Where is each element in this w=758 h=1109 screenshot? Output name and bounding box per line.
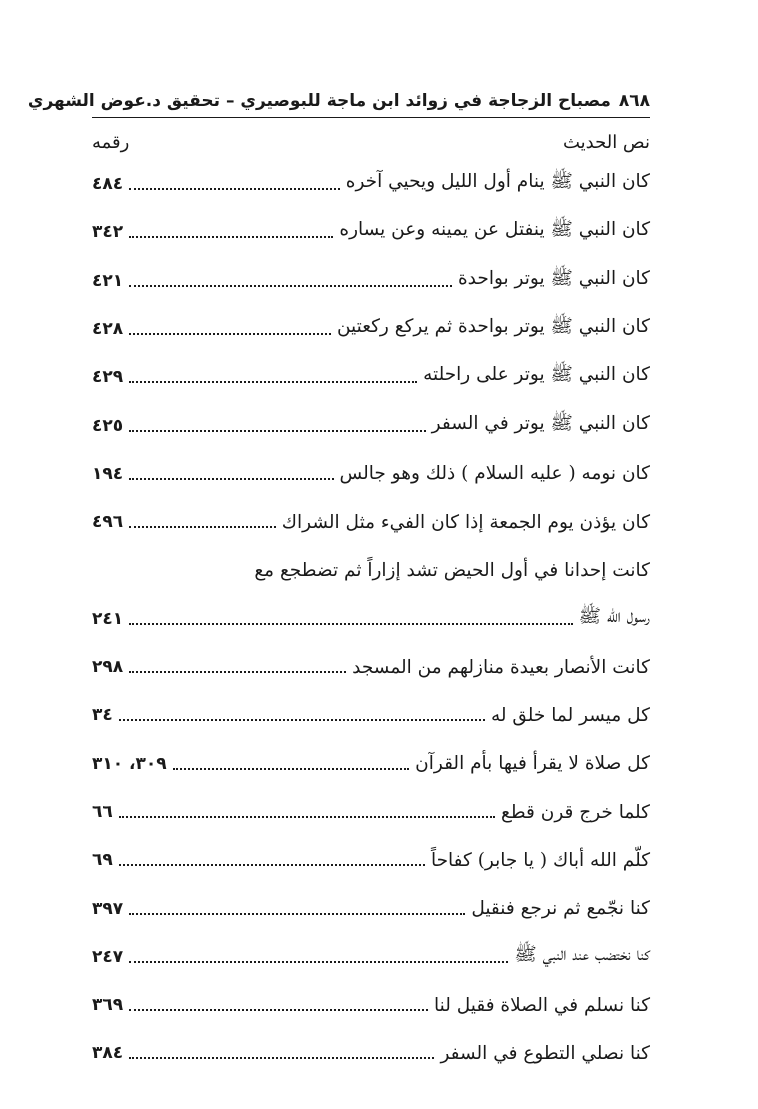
entry-number: ٦٩ — [92, 850, 113, 871]
dot-leader — [129, 656, 346, 678]
entry-text: كل ميسر لما خلق له — [490, 704, 650, 726]
entry-text: كان يؤذن يوم الجمعة إذا كان الفيء مثل الشراك — [281, 511, 650, 533]
entry-number: ٢٤٧ — [92, 946, 124, 967]
entry-number: ٦٦ — [92, 802, 113, 822]
entry-text: كان النبي ﷺ يوتر على راحلته — [423, 364, 650, 386]
dot-leader — [129, 221, 333, 243]
index-entry — [92, 208, 650, 256]
entry-text: كان النبي ﷺ يوتر بواحدة ثم يركع ركعتين — [336, 316, 650, 338]
index-entry — [92, 884, 650, 932]
entry-text: كانت إحدانا في أول الحيض تشد إزاراً ثم تضطجع مع — [254, 560, 650, 582]
hadith-number-heading: رقمه — [92, 132, 130, 153]
index-entry — [92, 1029, 650, 1077]
dot-leader — [129, 511, 276, 533]
dot-leader — [129, 415, 426, 437]
index-entry — [92, 691, 650, 739]
entry-number: ٤٩٦ — [92, 512, 124, 533]
header-rule — [92, 117, 650, 118]
index-entry — [92, 643, 650, 691]
entry-text: كنا نسلم في الصلاة فقيل لنا — [434, 994, 650, 1016]
entry-number: ٣٩٧ — [92, 898, 124, 919]
dot-leader — [119, 849, 425, 871]
index-entry — [92, 305, 650, 353]
dot-leader — [129, 366, 417, 388]
dot-leader — [129, 270, 452, 292]
entry-text: كلما خرج قرن قطع — [501, 801, 650, 823]
entry-number: ٤٢١ — [92, 270, 124, 291]
index-entry — [92, 160, 650, 208]
index-entry-first-line — [92, 546, 650, 594]
entry-text: كان النبي ﷺ يوتر في السفر — [431, 412, 650, 434]
index-entry — [92, 788, 650, 836]
index-entry — [92, 498, 650, 546]
entry-number: ٣٠٩، ٣١٠ — [92, 753, 167, 774]
entry-number: ٣٤ — [92, 705, 113, 726]
index-entry — [92, 595, 650, 643]
dot-leader — [173, 753, 409, 775]
index-entry — [92, 450, 650, 498]
dot-leader — [129, 463, 333, 485]
index-entries — [92, 160, 650, 1078]
entry-text: كان نومه ( عليه السلام ) ذلك وهو جالس — [339, 463, 650, 485]
entry-text: كان النبي ﷺ يوتر بواحدة — [457, 267, 650, 289]
entry-text: كان النبي ﷺ ينفتل عن يمينه وعن يساره — [339, 219, 650, 241]
index-entry — [92, 933, 650, 981]
entry-text: كان النبي ﷺ ينام أول الليل ويحيي آخره — [345, 171, 650, 193]
entry-number: ٤٢٩ — [92, 367, 124, 388]
dot-leader — [119, 704, 485, 726]
dot-leader — [129, 946, 508, 968]
index-entry — [92, 740, 650, 788]
index-entry — [92, 353, 650, 401]
dot-leader — [129, 1042, 434, 1064]
hadith-text-heading: نص الحديث — [562, 132, 650, 153]
index-entry — [92, 257, 650, 305]
dot-leader — [129, 608, 573, 630]
dot-leader — [129, 994, 428, 1016]
entry-text: كل صلاة لا يقرأ فيها بأم القرآن — [415, 753, 650, 775]
index-entry — [92, 981, 650, 1029]
dot-leader — [129, 898, 465, 920]
dot-leader — [129, 318, 331, 340]
index-entry — [92, 836, 650, 884]
running-header — [27, 86, 650, 116]
entry-text: كنا نصلي التطوع في السفر — [440, 1042, 650, 1064]
entry-text: كنا نجّمع ثم نرجع فنقيل — [471, 898, 650, 920]
entry-number: ٣٦٩ — [92, 995, 124, 1016]
entry-number: ٤٨٤ — [92, 174, 124, 195]
entry-number: ٢٤١ — [92, 608, 124, 629]
page-number: ٨٦٨ — [618, 91, 650, 111]
entry-text: كنا نختضب عند النبي ﷺ — [514, 943, 650, 965]
index-entry — [92, 401, 650, 449]
entry-text: رسول الله ﷺ — [578, 605, 650, 627]
entry-number: ٣٨٤ — [92, 1043, 124, 1064]
entry-number: ٤٢٨ — [92, 319, 124, 340]
dot-leader — [119, 801, 495, 823]
entry-number: ٢٩٨ — [92, 657, 124, 678]
entry-number: ٤٢٥ — [92, 415, 124, 436]
column-headings — [92, 132, 650, 162]
entry-number: ٣٤٢ — [92, 222, 124, 243]
dot-leader — [129, 173, 340, 195]
entry-text: كلّم الله أباك ( يا جابر) كفاحاً — [430, 849, 650, 871]
entry-text: كانت الأنصار بعيدة منازلهم من المسجد — [352, 656, 650, 678]
header-title: مصباح الزجاجة في زوائد ابن ماجة للبوصيري – تحقيق د.عوض الشهري — [27, 91, 611, 111]
entry-number: ١٩٤ — [92, 463, 124, 484]
